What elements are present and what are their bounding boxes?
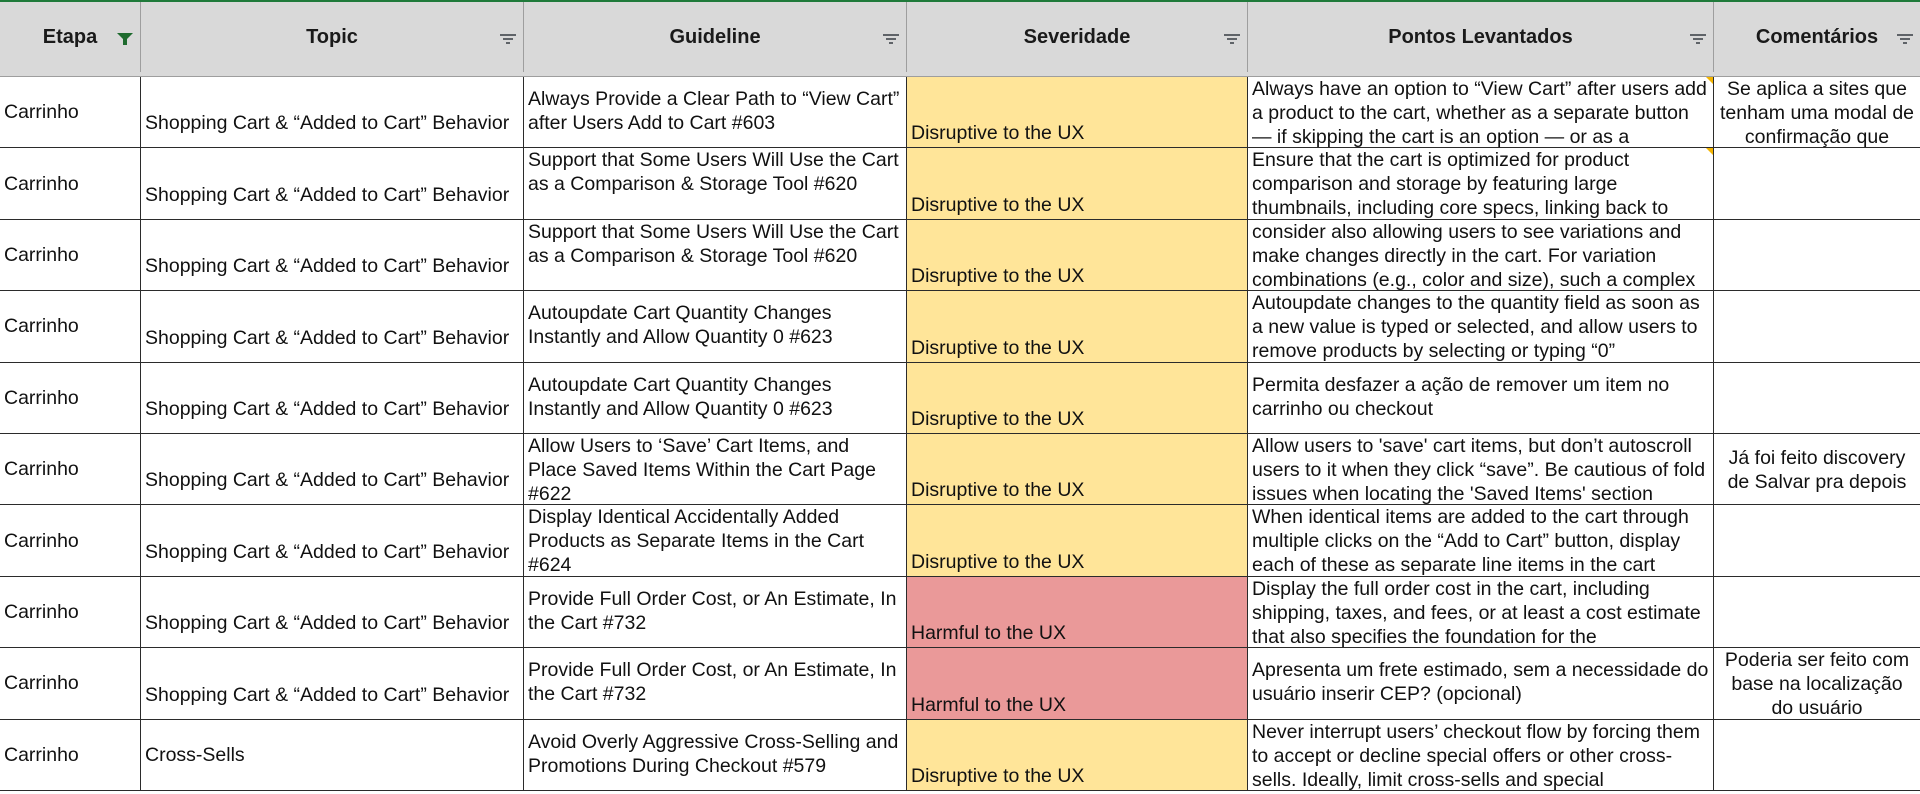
cell-comments[interactable]: Se aplica a sites que tenham uma modal de confirmação que bbox=[1714, 77, 1920, 148]
filter-active-icon[interactable] bbox=[116, 32, 134, 46]
cell-comments[interactable]: Já foi feito discovery de Salvar pra depois bbox=[1714, 434, 1920, 505]
cell-points[interactable] bbox=[1248, 77, 1714, 148]
table-row bbox=[0, 720, 1920, 791]
cell-etapa[interactable]: Carrinho bbox=[0, 720, 141, 791]
cell-severity[interactable]: Disruptive to the UX bbox=[907, 148, 1248, 219]
filter-icon[interactable] bbox=[1689, 32, 1707, 46]
cell-severity[interactable]: Harmful to the UX bbox=[907, 648, 1248, 719]
cell-comments[interactable] bbox=[1714, 505, 1920, 576]
cell-topic[interactable]: Shopping Cart & “Added to Cart” Behavior bbox=[141, 505, 524, 576]
cell-severity[interactable]: Disruptive to the UX bbox=[907, 220, 1248, 291]
cell-topic[interactable]: Cross-Sells bbox=[141, 720, 524, 791]
cell-points[interactable]: Allow users to 'save' cart items, but don’t autoscroll users to it when they click “save”. Be cautious of fold issues when locating the 'Saved Items' section bbox=[1248, 434, 1714, 505]
cell-severity[interactable]: Harmful to the UX bbox=[907, 577, 1248, 648]
cell-etapa[interactable]: Carrinho bbox=[0, 220, 141, 291]
cell-guideline[interactable]: Provide Full Order Cost, or An Estimate, In the Cart #732 bbox=[524, 577, 907, 648]
filter-icon[interactable] bbox=[499, 32, 517, 46]
table-body bbox=[0, 77, 1920, 791]
cell-guideline[interactable]: Always Provide a Clear Path to “View Cart” after Users Add to Cart #603 bbox=[524, 77, 907, 148]
cell-severity[interactable]: Disruptive to the UX bbox=[907, 434, 1248, 505]
cell-comments[interactable]: Poderia ser feito com base na localização do usuário bbox=[1714, 648, 1920, 719]
cell-topic[interactable]: Shopping Cart & “Added to Cart” Behavior bbox=[141, 648, 524, 719]
cell-severity[interactable]: Disruptive to the UX bbox=[907, 720, 1248, 791]
cell-guideline[interactable]: Autoupdate Cart Quantity Changes Instantly and Allow Quantity 0 #623 bbox=[524, 363, 907, 434]
cell-points-text: Ensure that the cart is optimized for product comparison and storage by featuring large thumbnails, including core specs, linking back to bbox=[1252, 149, 1669, 220]
cell-topic[interactable]: Shopping Cart & “Added to Cart” Behavior bbox=[141, 148, 524, 219]
filter-icon[interactable] bbox=[1223, 32, 1241, 46]
cell-points[interactable]: Display the full order cost in the cart, including shipping, taxes, and fees, or at least a cost estimate that also specifies the foundation for the bbox=[1248, 577, 1714, 648]
cell-severity[interactable]: Disruptive to the UX bbox=[907, 505, 1248, 576]
header-row bbox=[0, 0, 1920, 72]
comment-indicator-icon[interactable] bbox=[1706, 148, 1713, 155]
column-header-label: Etapa bbox=[42, 25, 98, 48]
column-header-guideline[interactable] bbox=[524, 2, 907, 72]
table-row bbox=[0, 77, 1920, 148]
cell-points[interactable]: Permita desfazer a ação de remover um item no carrinho ou checkout bbox=[1248, 363, 1714, 434]
column-header-label: Pontos Levantados bbox=[1388, 25, 1573, 48]
column-header-topic[interactable] bbox=[141, 2, 524, 72]
cell-severity[interactable]: Disruptive to the UX bbox=[907, 363, 1248, 434]
cell-guideline[interactable]: Allow Users to ‘Save’ Cart Items, and Place Saved Items Within the Cart Page #622 bbox=[524, 434, 907, 505]
cell-guideline[interactable]: Provide Full Order Cost, or An Estimate, In the Cart #732 bbox=[524, 648, 907, 719]
column-header-comentarios[interactable] bbox=[1714, 2, 1920, 72]
table-row bbox=[0, 148, 1920, 219]
cell-points-text: Always have an option to “View Cart” after users add a product to the cart, whether as a separate button — if skipping the cart is an option — or as a bbox=[1252, 78, 1707, 148]
column-header-label: Guideline bbox=[669, 25, 761, 48]
table-row bbox=[0, 291, 1920, 362]
cell-points[interactable]: consider also allowing users to see variations and make changes directly in the cart. For variation combinations (e.g., color and size), such a complex bbox=[1248, 220, 1714, 291]
cell-comments[interactable] bbox=[1714, 148, 1920, 219]
cell-etapa[interactable]: Carrinho bbox=[0, 505, 141, 576]
cell-topic[interactable]: Shopping Cart & “Added to Cart” Behavior bbox=[141, 220, 524, 291]
cell-topic[interactable]: Shopping Cart & “Added to Cart” Behavior bbox=[141, 363, 524, 434]
comment-indicator-icon[interactable] bbox=[1706, 77, 1713, 84]
filter-icon[interactable] bbox=[1896, 32, 1914, 46]
cell-severity[interactable]: Disruptive to the UX bbox=[907, 291, 1248, 362]
filter-icon[interactable] bbox=[882, 32, 900, 46]
cell-etapa[interactable]: Carrinho bbox=[0, 648, 141, 719]
cell-etapa[interactable]: Carrinho bbox=[0, 577, 141, 648]
cell-severity[interactable]: Disruptive to the UX bbox=[907, 77, 1248, 148]
cell-points[interactable]: Never interrupt users’ checkout flow by forcing them to accept or decline special offers or other cross-sells. Ideally, limit cross-sells and special bbox=[1248, 720, 1714, 791]
table-row bbox=[0, 648, 1920, 719]
cell-comments[interactable] bbox=[1714, 720, 1920, 791]
column-header-pontos-levantados[interactable] bbox=[1248, 2, 1714, 72]
cell-comments[interactable] bbox=[1714, 363, 1920, 434]
table-row bbox=[0, 363, 1920, 434]
table-row bbox=[0, 220, 1920, 291]
cell-topic[interactable]: Shopping Cart & “Added to Cart” Behavior bbox=[141, 577, 524, 648]
cell-topic[interactable]: Shopping Cart & “Added to Cart” Behavior bbox=[141, 291, 524, 362]
cell-points[interactable]: Autoupdate changes to the quantity field as soon as a new value is typed or selected, and allow users to remove products by selecting or typing “0” bbox=[1248, 291, 1714, 362]
table-row bbox=[0, 505, 1920, 576]
cell-etapa[interactable]: Carrinho bbox=[0, 434, 141, 505]
cell-topic[interactable]: Shopping Cart & “Added to Cart” Behavior bbox=[141, 77, 524, 148]
column-header-severidade[interactable] bbox=[907, 2, 1248, 72]
cell-points[interactable]: Apresenta um frete estimado, sem a necessidade do usuário inserir CEP? (opcional) bbox=[1248, 648, 1714, 719]
cell-points[interactable] bbox=[1248, 148, 1714, 219]
cell-etapa[interactable]: Carrinho bbox=[0, 77, 141, 148]
column-header-etapa[interactable] bbox=[0, 2, 141, 72]
cell-comments[interactable] bbox=[1714, 577, 1920, 648]
cell-guideline[interactable]: Display Identical Accidentally Added Products as Separate Items in the Cart #624 bbox=[524, 505, 907, 576]
cell-comments[interactable] bbox=[1714, 220, 1920, 291]
cell-etapa[interactable]: Carrinho bbox=[0, 363, 141, 434]
cell-points[interactable]: When identical items are added to the cart through multiple clicks on the “Add to Cart” button, display each of these as separate line items in the cart bbox=[1248, 505, 1714, 576]
cell-comments[interactable] bbox=[1714, 291, 1920, 362]
cell-guideline[interactable]: Support that Some Users Will Use the Cart as a Comparison & Storage Tool #620 bbox=[524, 148, 907, 219]
cell-etapa[interactable]: Carrinho bbox=[0, 291, 141, 362]
cell-guideline[interactable]: Avoid Overly Aggressive Cross-Selling and Promotions During Checkout #579 bbox=[524, 720, 907, 791]
column-header-label: Comentários bbox=[1755, 25, 1879, 48]
cell-guideline[interactable]: Support that Some Users Will Use the Cart as a Comparison & Storage Tool #620 bbox=[524, 220, 907, 291]
cell-etapa[interactable]: Carrinho bbox=[0, 148, 141, 219]
cell-guideline[interactable]: Autoupdate Cart Quantity Changes Instantly and Allow Quantity 0 #623 bbox=[524, 291, 907, 362]
column-header-label: Topic bbox=[306, 25, 358, 48]
table-row bbox=[0, 577, 1920, 648]
cell-topic[interactable]: Shopping Cart & “Added to Cart” Behavior bbox=[141, 434, 524, 505]
table-row bbox=[0, 434, 1920, 505]
column-header-label: Severidade bbox=[1023, 25, 1131, 48]
